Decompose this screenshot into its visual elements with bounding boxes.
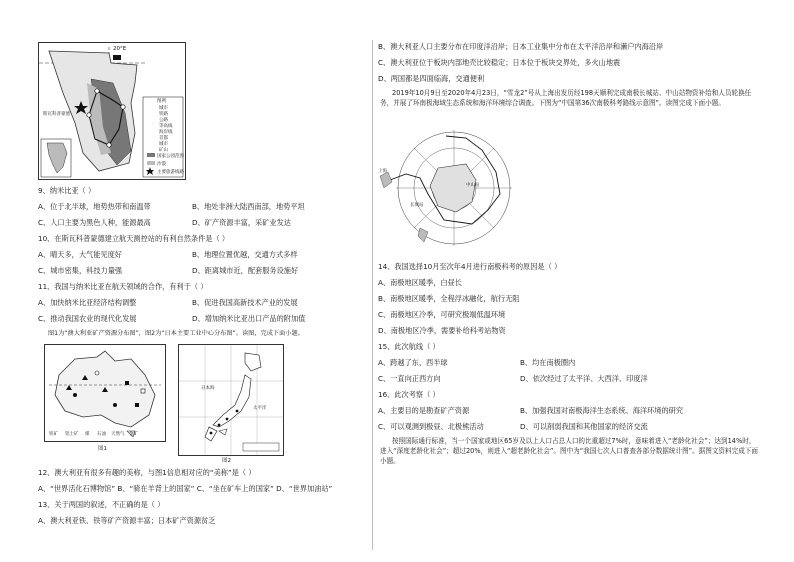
japan-map — [178, 344, 284, 456]
antarctic-route-drawing — [376, 124, 516, 252]
option-11c: C、推动我国农业的现代化发展 — [38, 314, 137, 323]
option-16c: C、可以观测到极昼、北极熊活动 — [378, 422, 484, 431]
option-10a: A、晴天多，大气能见度好 — [38, 250, 122, 259]
question-16: 16、此次考察（ ） — [378, 390, 440, 399]
legend-item: 公路 — [159, 118, 168, 123]
legend-item: 城市 — [159, 142, 168, 147]
fig1-caption: 图1 — [98, 446, 107, 452]
option-10b: B、地理位置优越，交通方式多样 — [192, 250, 298, 259]
station-label: 中山站 — [466, 183, 480, 188]
legend-item: 铁路 — [159, 112, 168, 117]
fig1-legend: 金矿 — [129, 432, 138, 437]
question-9: 9、纳米比亚（ ） — [38, 186, 96, 195]
station-label: 长城站 — [410, 203, 424, 208]
option-9c: C、人口主要为黑色人种，能源最高 — [38, 218, 151, 227]
option-15b: B、均在南极圈内 — [520, 358, 576, 367]
legend-item: 城市 — [159, 106, 168, 111]
city-label: 上海 — [378, 169, 387, 174]
option-13b: B、澳大利亚人口主要分布在印度洋沿岸；日本工业集中分布在太平洋沿岸和濑户内海沿岸 — [378, 42, 664, 51]
legend-item: 国家公园范围 — [157, 154, 184, 159]
australia-map-drawing — [45, 345, 165, 441]
option-16d: D、可以削弱我国和其他国家的经济交流 — [520, 422, 648, 431]
place-label: 斯瓦科普蒙德 — [43, 112, 70, 117]
option-11d: D、增加纳米比亚出口产品的附加值 — [192, 314, 306, 323]
legend-item: 等高线 — [159, 124, 173, 129]
option-14b: B、南极地区暖季，全程浮冰融化，航行无阻 — [378, 294, 520, 303]
option-16b: B、加强我国对南极海洋生态系统、海洋环境的研究 — [520, 406, 684, 415]
longitude-label: 20°E — [113, 46, 127, 52]
question-14: 14、我国选择10月至次年4月进行南极科考的原因是（ ） — [378, 262, 562, 271]
fig2-label-sea: 日本海 — [201, 386, 215, 391]
option-10d: D、距离城市近，配套服务设施好 — [192, 266, 299, 275]
legend-item: 海岸线 — [159, 130, 173, 135]
namibia-map — [38, 42, 186, 180]
option-15d: D、依次经过了太平洋、大西洋、印度洋 — [520, 374, 648, 383]
question-13: 13、关于两国的叙述，不正确的是（ ） — [38, 500, 165, 509]
fig1-legend: 铝土矿 — [65, 432, 79, 437]
legend-item: 矿山 — [159, 148, 168, 153]
fig1-legend: 石油 — [97, 432, 106, 437]
intro-paragraph-3: 2019年10月9日至2020年4月23日，“雪龙2”号从上海出发历经198天顺利完成南极长城站、中山站物资补给和人员轮换任务，并展了环南极海域生态系统和海洋环境综合调查。下图为“中国第36次南极科考路线示意图”。读图完成下面小题。 — [380, 89, 752, 107]
option-14d: D、南极地区冷季，需要补给科考站物资 — [378, 326, 506, 335]
option-13a: A、澳大利亚铁、铁等矿产资源丰富；日本矿产资源贫乏 — [38, 516, 216, 525]
japan-map-drawing — [179, 345, 283, 455]
fig1-legend: 天然气 — [111, 432, 125, 437]
option-11b: B、促进我国高新技术产业的发展 — [192, 298, 298, 307]
option-14c: C、南极地区冷季，可研究极端低温环境 — [378, 310, 506, 319]
legend-item: 主要旅游线路 — [157, 170, 184, 175]
question-15: 15、此次航线（ ） — [378, 342, 440, 351]
option-9d: D、矿产资源丰富，采矿业发达 — [192, 218, 291, 227]
legend-title: 图例 — [157, 99, 166, 104]
option-10c: C、城市密集，科技力量强 — [38, 266, 123, 275]
antarctic-route-map — [376, 124, 516, 252]
option-15a: A、跨越了东、西半球 — [378, 358, 448, 367]
australia-map — [44, 344, 166, 442]
fig1-legend: 煤 — [85, 432, 90, 437]
question-10: 10、在斯瓦科普蒙德建立航天测控站的有利自然条件是（ ） — [38, 234, 230, 243]
column-divider — [372, 40, 373, 550]
option-13d: D、两国都是四面临海，交通便利 — [378, 74, 485, 83]
option-11a: A、加快纳米比亚经济结构调整 — [38, 298, 137, 307]
fig2-caption: 图2 — [222, 458, 231, 464]
option-15c: C、一直向正西方向 — [378, 374, 441, 383]
fig2-label-ocean: 太平洋 — [253, 406, 267, 411]
intro-paragraph-4: 按照国际通行标准，当一个国家或地区65岁及以上人口占总人口的比重超过7%时，意味着进入“老龄化社会”；达到14%时，进入“深度老龄化社会”；超过20%，则进入“超老龄化社会”。图中为“我国七次人口普查各部分数据统计图”。据图文资料完成下面小题。 — [380, 437, 759, 465]
option-13c: C、澳大利亚位于板块内部地壳比较稳定；日本位于板块交界处，多火山地震 — [378, 58, 621, 67]
legend-item: 沙漠 — [157, 162, 166, 167]
option-16a: A、主要目的是勘查矿产资源 — [378, 406, 470, 415]
intro-paragraph-2: 图1为“澳大利亚矿产资源分布图”，图2为“日本主要工业中心分布图”。读图，完成下面小题。 — [48, 330, 304, 337]
question-11: 11、我国与纳米比亚在航天领域的合作，有利于（ ） — [38, 282, 208, 291]
fig1-legend: 铁矿 — [49, 432, 58, 437]
legend-item: 首都 — [159, 136, 168, 141]
option-9a: A、位于北半球，地势热带和南温带 — [38, 202, 151, 211]
option-14a: A、南极地区暖季，白昼长 — [378, 278, 462, 287]
question-12: 12、澳大利亚有很多有趣的美称，与图1信息相对应的“美称”是（ ） — [38, 468, 256, 477]
options-12: A、“世界活化石博物馆” B、“骑在羊背上的国家” C、“坐在矿车上的国家” D、“世界加油站” — [38, 484, 333, 493]
option-9b: B、地处非洲大陆西南部，地势平坦 — [192, 202, 305, 211]
